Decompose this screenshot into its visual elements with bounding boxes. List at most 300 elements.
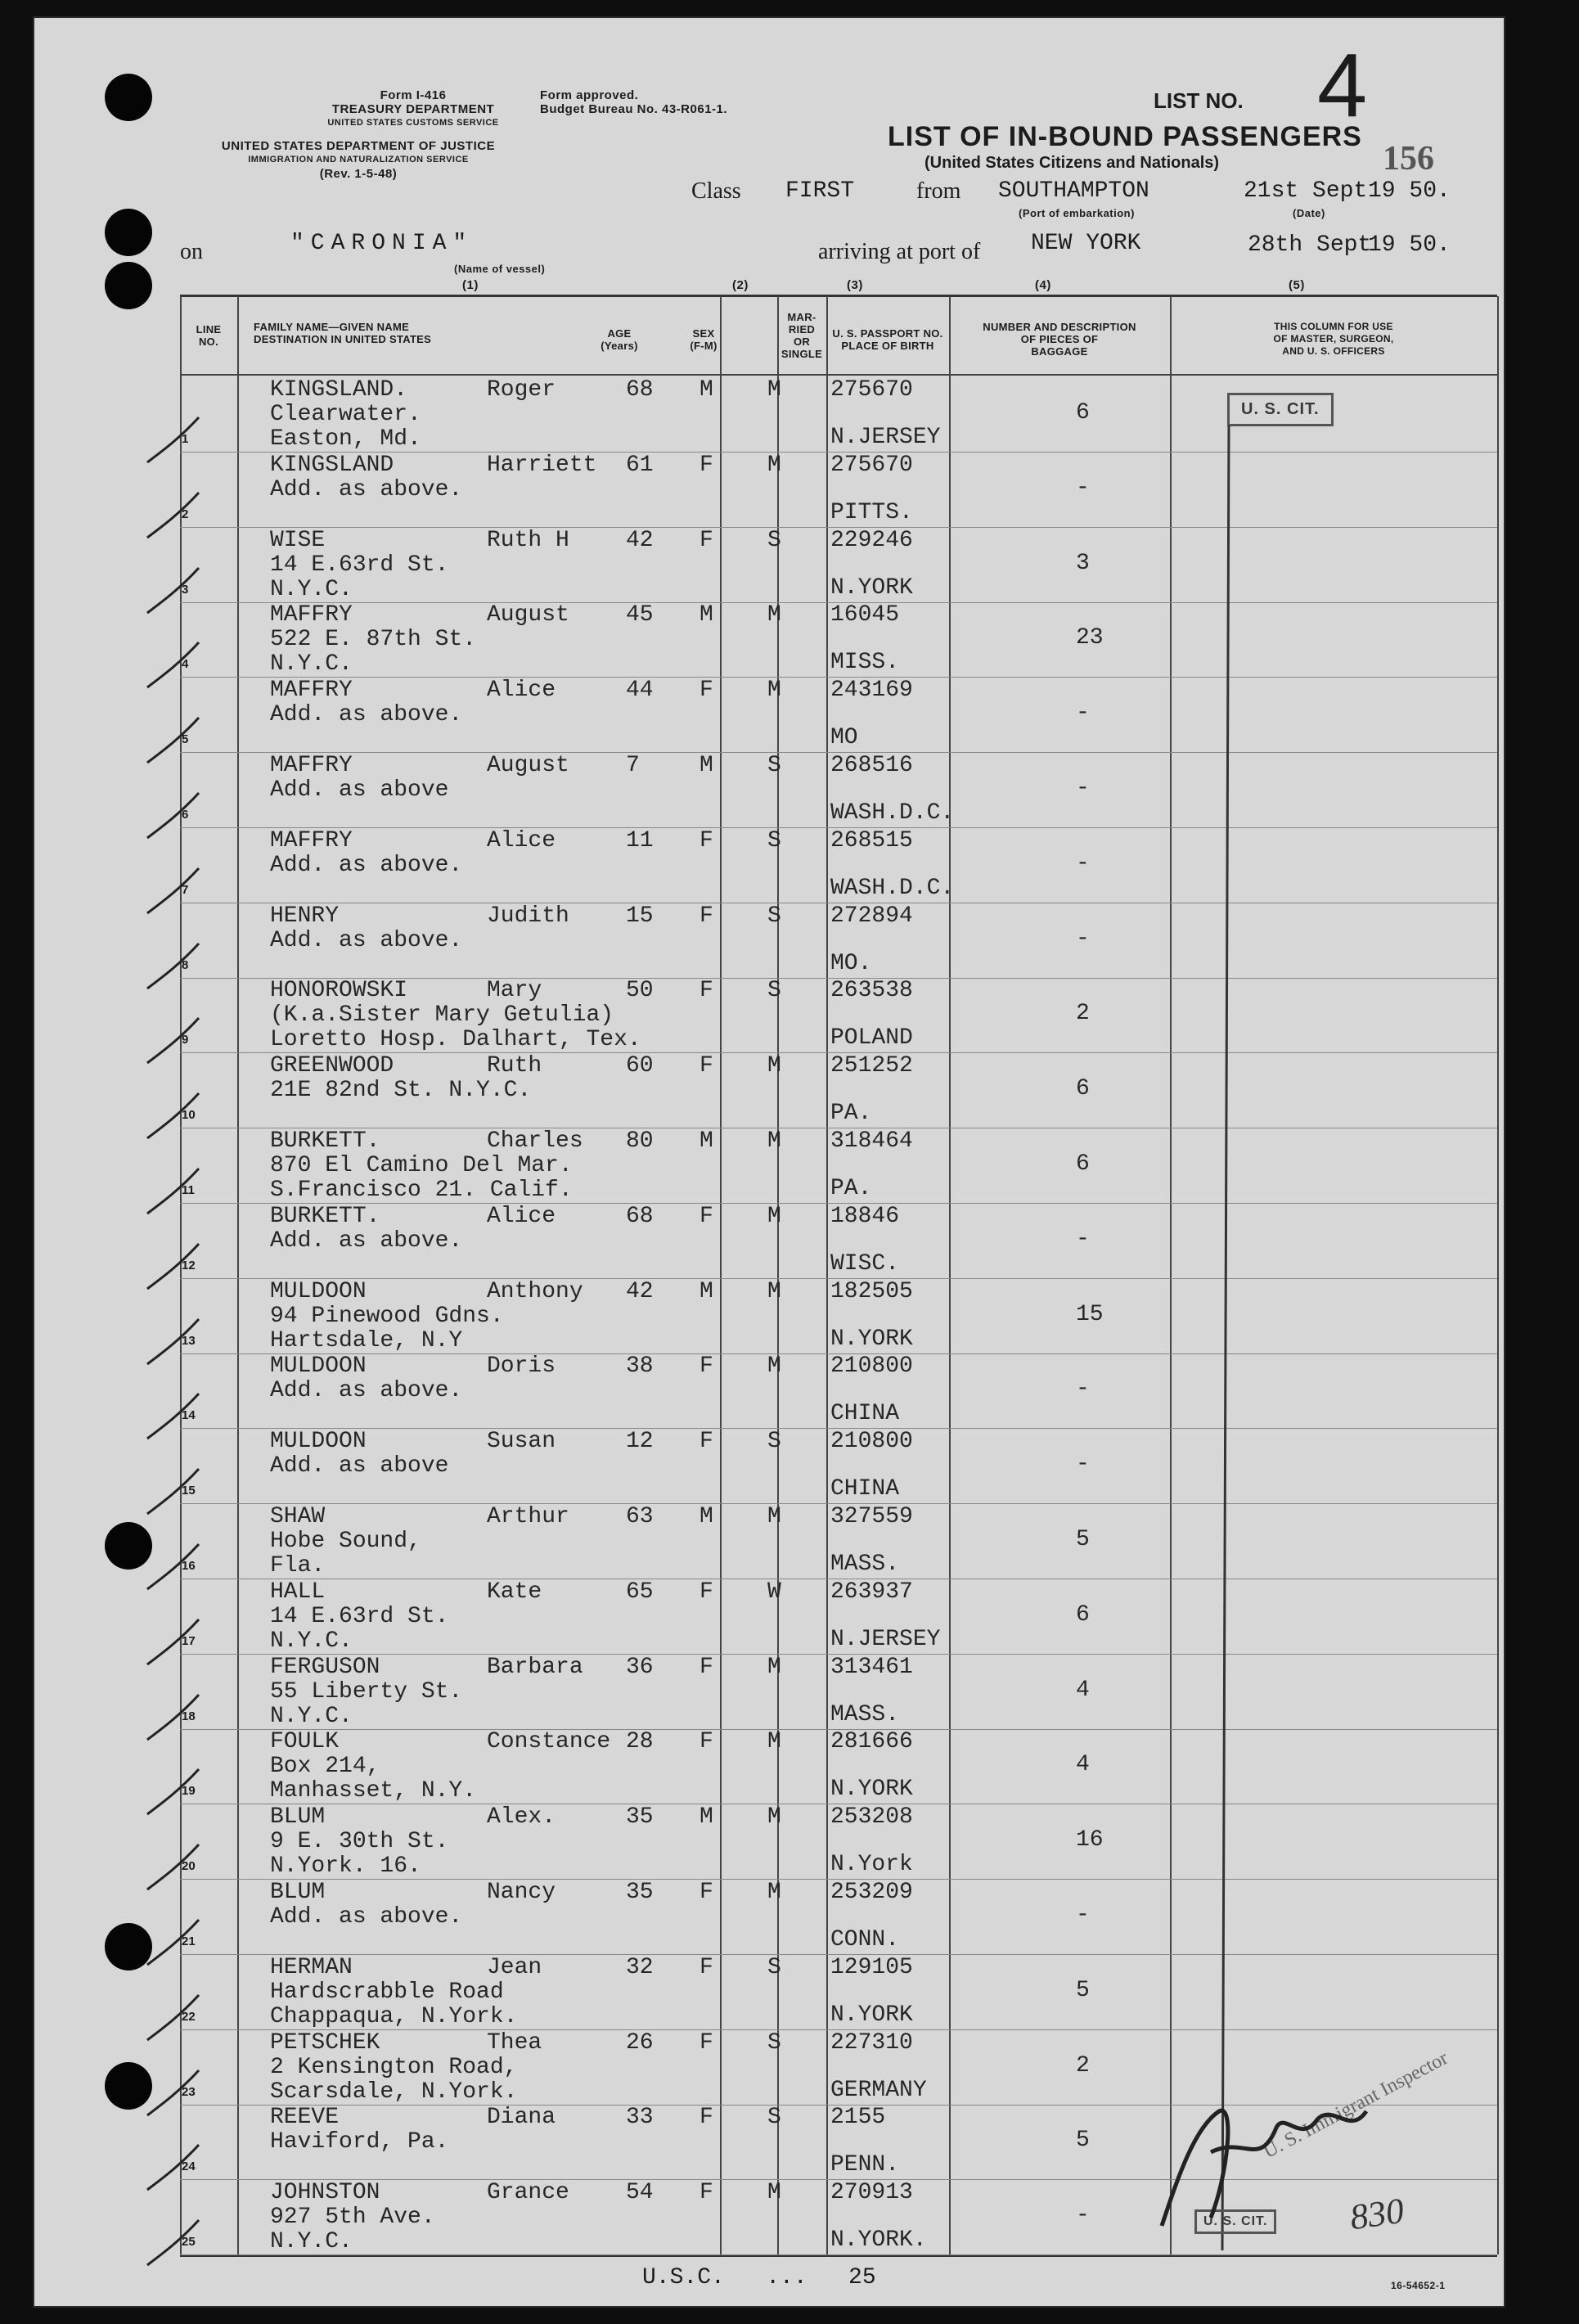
passport-number: 253208 xyxy=(830,1804,913,1831)
birth-place: N.YORK xyxy=(830,2002,913,2028)
sex: F xyxy=(700,1203,713,1229)
form-id-block xyxy=(323,88,503,130)
passport-number: 16045 xyxy=(830,602,900,628)
address-line-1: 9 E. 30th St. xyxy=(270,1829,449,1855)
inspector-stamp: U. S. Immigrant Inspector xyxy=(1260,2047,1452,2163)
address-line-2: Hartsdale, N.Y xyxy=(270,1327,463,1353)
baggage-count: 2 xyxy=(1076,1001,1090,1027)
passport-number: 275670 xyxy=(830,377,913,403)
baggage-count: 4 xyxy=(1076,1677,1090,1703)
header-age: AGE (Years) xyxy=(601,327,638,352)
birth-place: MASS. xyxy=(830,1552,900,1577)
birth-place: PENN. xyxy=(830,2152,900,2178)
address-line-1: Add. as above. xyxy=(270,852,463,878)
address-line-1: Hobe Sound, xyxy=(270,1529,421,1554)
address-line-1: Add. as above. xyxy=(270,1378,463,1404)
sex: F xyxy=(700,1429,713,1455)
family-name: SHAW xyxy=(270,1504,326,1529)
baggage-count: - xyxy=(1076,1376,1090,1403)
family-name: JOHNSTON xyxy=(270,2180,380,2206)
address-line-2: Easton, Md. xyxy=(270,426,421,452)
address-line-1: Clearwater. xyxy=(270,402,421,427)
age: 68 xyxy=(626,1203,654,1229)
address-line-2: S.Francisco 21. Calif. xyxy=(270,1178,573,1203)
marital-status: M xyxy=(767,1804,781,1831)
baggage-count: 4 xyxy=(1076,1752,1090,1778)
marital-status: M xyxy=(767,1504,781,1529)
punch-hole xyxy=(105,74,152,121)
age: 11 xyxy=(626,827,654,853)
header-baggage: NUMBER AND DESCRIPTION OF PIECES OF BAGGAGE xyxy=(983,321,1136,358)
family-name: HENRY xyxy=(270,903,340,929)
birth-place: POLAND xyxy=(830,1025,913,1052)
baggage-count: 5 xyxy=(1076,1527,1090,1552)
baggage-count: - xyxy=(1076,1226,1090,1252)
line-number: 6 xyxy=(182,808,189,822)
sex: F xyxy=(700,978,713,1004)
family-name: BLUM xyxy=(270,1880,326,1905)
family-name: FERGUSON xyxy=(270,1654,380,1680)
given-name: Anthony xyxy=(487,1278,583,1304)
given-name: Roger xyxy=(487,377,556,403)
passport-number: 313461 xyxy=(830,1654,913,1680)
baggage-count: 5 xyxy=(1076,2128,1090,2154)
sex: F xyxy=(700,1729,713,1755)
address-line-1: 14 E.63rd St. xyxy=(270,1603,449,1629)
on-label: on xyxy=(180,239,203,264)
sex: M xyxy=(700,1128,713,1154)
passport-number: 210800 xyxy=(830,1429,913,1455)
passport-number: 327559 xyxy=(830,1504,913,1529)
us-citizen-stamp-bottom: U. S. CIT. xyxy=(1194,2209,1276,2234)
family-name: KINGSLAND. xyxy=(270,377,408,403)
line-number: 3 xyxy=(182,582,189,597)
line-number: 16 xyxy=(182,1559,196,1573)
given-name: Alex. xyxy=(487,1804,556,1831)
baggage-count: 2 xyxy=(1076,2052,1090,2079)
baggage-count: 23 xyxy=(1076,625,1104,651)
arriving-label: arriving at port of xyxy=(818,239,981,264)
baggage-count: 6 xyxy=(1076,400,1090,426)
table-row xyxy=(180,1353,1497,1429)
table-row xyxy=(180,1203,1497,1279)
sex: F xyxy=(700,1579,713,1605)
line-number: 2 xyxy=(182,507,189,521)
sex: F xyxy=(700,1053,713,1079)
col-num-2: (2) xyxy=(732,278,749,292)
age: 15 xyxy=(626,903,654,929)
passport-number: 2155 xyxy=(830,2105,886,2131)
footer-usc: U.S.C. ... 25 xyxy=(642,2265,876,2290)
family-name: REEVE xyxy=(270,2105,340,2131)
passport-number: 263937 xyxy=(830,1579,913,1605)
header-sex: SEX (F-M) xyxy=(690,327,718,352)
col-num-3: (3) xyxy=(847,278,863,292)
family-name: MAFFRY xyxy=(270,602,353,628)
sex: F xyxy=(700,903,713,929)
table-top-border xyxy=(180,295,1497,297)
marital-status: S xyxy=(767,827,781,853)
line-number: 21 xyxy=(182,1934,196,1948)
address-line-2: Manhasset, N.Y. xyxy=(270,1778,477,1804)
marital-status: S xyxy=(767,527,781,553)
address-line-1: 94 Pinewood Gdns. xyxy=(270,1303,504,1329)
given-name: Constance xyxy=(487,1729,611,1755)
vessel-name: "CARONIA" xyxy=(290,231,474,256)
birth-place: PITTS. xyxy=(830,499,913,525)
given-name: Alice xyxy=(487,1203,556,1229)
birth-place: MISS. xyxy=(830,650,900,676)
marital-status: S xyxy=(767,2105,781,2131)
given-name: Ruth xyxy=(487,1053,542,1079)
sex: M xyxy=(700,1278,713,1304)
sex: F xyxy=(700,1954,713,1980)
table-row xyxy=(180,601,1497,678)
marital-status: M xyxy=(767,1278,781,1304)
budget-bureau: Budget Bureau No. 43-R061-1. xyxy=(540,102,728,116)
sex: F xyxy=(700,1880,713,1905)
line-number: 9 xyxy=(182,1033,189,1047)
baggage-count: - xyxy=(1076,700,1090,727)
age: 42 xyxy=(626,1278,654,1304)
birth-place: WISC. xyxy=(830,1250,900,1277)
marital-status: S xyxy=(767,1429,781,1455)
given-name: Nancy xyxy=(487,1880,556,1905)
form-number: Form I-416 xyxy=(380,88,447,102)
marital-status: M xyxy=(767,2180,781,2206)
address-line-1: 927 5th Ave. xyxy=(270,2205,435,2231)
family-name: MULDOON xyxy=(270,1278,367,1304)
embark-port-caption: (Port of embarkation) xyxy=(1019,207,1135,219)
address-line-1: Haviford, Pa. xyxy=(270,2129,449,2155)
age: 68 xyxy=(626,377,654,403)
sex: F xyxy=(700,2105,713,2131)
sex: F xyxy=(700,827,713,853)
table-row xyxy=(180,527,1497,603)
sex: M xyxy=(700,1504,713,1529)
line-number: 24 xyxy=(182,2160,196,2174)
address-line-1: 55 Liberty St. xyxy=(270,1678,463,1705)
marital-status: M xyxy=(767,377,781,403)
baggage-count: 16 xyxy=(1076,1827,1104,1853)
given-name: Arthur xyxy=(487,1504,569,1529)
header-name: FAMILY NAME—GIVEN NAME DESTINATION IN UNITED STATES xyxy=(254,321,432,345)
inspector-signature-icon xyxy=(1145,2079,1383,2242)
address-line-1: Add. as above. xyxy=(270,1904,463,1930)
passport-number: 182505 xyxy=(830,1278,913,1304)
family-name: WISE xyxy=(270,527,326,553)
age: 12 xyxy=(626,1429,654,1455)
list-number: 4 xyxy=(1317,35,1368,136)
passport-number: 268516 xyxy=(830,753,913,778)
table-row xyxy=(180,903,1497,979)
address-line-2: Scarsdale, N.York. xyxy=(270,2079,518,2105)
baggage-count: - xyxy=(1076,475,1090,501)
marital-status: M xyxy=(767,1203,781,1229)
given-name: August xyxy=(487,753,569,778)
address-line-1: 2 Kensington Road, xyxy=(270,2054,518,2080)
ins-service: IMMIGRATION AND NATURALIZATION SERVICE xyxy=(248,155,469,164)
marital-status: M xyxy=(767,1353,781,1380)
line-number: 18 xyxy=(182,1709,196,1723)
family-name: BURKETT. xyxy=(270,1128,380,1154)
table-row xyxy=(180,977,1497,1053)
embark-date: 21st Sept xyxy=(1244,178,1368,204)
vessel-caption: (Name of vessel) xyxy=(454,263,546,275)
marital-status: M xyxy=(767,1880,781,1905)
marital-status: M xyxy=(767,1654,781,1680)
passport-number: 251252 xyxy=(830,1053,913,1079)
treasury-dept: TREASURY DEPARTMENT xyxy=(331,102,495,116)
family-name: MAFFRY xyxy=(270,753,353,778)
justice-dept: UNITED STATES DEPARTMENT OF JUSTICE xyxy=(221,139,496,153)
baggage-count: - xyxy=(1076,1452,1090,1478)
birth-place: N.YORK xyxy=(830,574,913,601)
baggage-count: 6 xyxy=(1076,1076,1090,1102)
age: 42 xyxy=(626,527,654,553)
given-name: Barbara xyxy=(487,1654,583,1680)
passport-number: 268515 xyxy=(830,827,913,853)
address-line-1: Add. as above. xyxy=(270,1227,463,1254)
marital-status: S xyxy=(767,753,781,778)
sex: F xyxy=(700,678,713,704)
marital-status: M xyxy=(767,452,781,478)
table-row xyxy=(180,452,1497,528)
family-name: MAFFRY xyxy=(270,678,353,704)
table-row xyxy=(180,752,1497,828)
line-number: 19 xyxy=(182,1784,196,1799)
family-name: FOULK xyxy=(270,1729,340,1755)
marital-status: S xyxy=(767,1954,781,1980)
family-name: PETSCHEK xyxy=(270,2029,380,2056)
line-number: 20 xyxy=(182,1859,196,1874)
given-name: Jean xyxy=(487,1954,542,1980)
col-num-5: (5) xyxy=(1289,278,1305,292)
revision: (Rev. 1-5-48) xyxy=(319,167,398,181)
given-name: August xyxy=(487,602,569,628)
address-line-2: N.Y.C. xyxy=(270,1703,353,1729)
birth-place: CHINA xyxy=(830,1401,900,1427)
date-caption: (Date) xyxy=(1293,207,1325,219)
birth-place: WASH.D.C. xyxy=(830,875,955,901)
marital-status: S xyxy=(767,2029,781,2056)
age: 26 xyxy=(626,2029,654,2056)
punch-hole xyxy=(105,262,152,309)
birth-place: GERMANY xyxy=(830,2077,927,2103)
age: 35 xyxy=(626,1880,654,1905)
family-name: KINGSLAND xyxy=(270,452,394,478)
arrival-year: 19 50. xyxy=(1368,232,1451,258)
table-row xyxy=(180,1654,1497,1730)
given-name: Mary xyxy=(487,978,542,1004)
age: 35 xyxy=(626,1804,654,1831)
birth-place: WASH.D.C. xyxy=(830,800,955,826)
birth-place: N.YORK xyxy=(830,1777,913,1803)
address-line-2: Chappaqua, N.York. xyxy=(270,2003,518,2029)
sex: M xyxy=(700,602,713,628)
baggage-count: 6 xyxy=(1076,1601,1090,1628)
birth-place: CHINA xyxy=(830,1476,900,1502)
line-number: 12 xyxy=(182,1258,196,1272)
table-row xyxy=(180,1503,1497,1579)
family-name: BLUM xyxy=(270,1804,326,1831)
given-name: Susan xyxy=(487,1429,556,1455)
form-approved: Form approved. xyxy=(540,88,639,102)
marital-status: W xyxy=(767,1579,781,1605)
family-name: HALL xyxy=(270,1579,326,1605)
given-name: Grance xyxy=(487,2180,569,2206)
marital-status: M xyxy=(767,602,781,628)
inspector-note: 830 xyxy=(1347,2190,1407,2238)
class-value: FIRST xyxy=(785,178,855,204)
line-number: 10 xyxy=(182,1108,196,1123)
given-name: Ruth H xyxy=(487,527,569,553)
passport-number: 281666 xyxy=(830,1729,913,1755)
manifest-page xyxy=(33,16,1505,2308)
col-divider xyxy=(1497,296,1499,2254)
family-name: BURKETT. xyxy=(270,1203,380,1229)
sex: F xyxy=(700,1654,713,1680)
marital-status: M xyxy=(767,678,781,704)
address-line-1: 21E 82nd St. N.Y.C. xyxy=(270,1078,532,1104)
given-name: Thea xyxy=(487,2029,542,2056)
baggage-count: 6 xyxy=(1076,1151,1090,1177)
customs-service: UNITED STATES CUSTOMS SERVICE xyxy=(327,118,499,128)
age: 60 xyxy=(626,1053,654,1079)
baggage-count: - xyxy=(1076,926,1090,952)
birth-place: MO xyxy=(830,725,858,751)
sex: M xyxy=(700,1804,713,1831)
given-name: Charles xyxy=(487,1128,583,1154)
line-number: 5 xyxy=(182,732,189,747)
birth-place: PA. xyxy=(830,1176,872,1201)
address-line-2: Fla. xyxy=(270,1553,326,1579)
address-line-1: 870 El Camino Del Mar. xyxy=(270,1153,573,1178)
marital-status: M xyxy=(767,1053,781,1079)
line-number: 14 xyxy=(182,1408,196,1423)
birth-place: N.JERSEY xyxy=(830,1626,941,1652)
header-passport: U. S. PASSPORT NO. PLACE OF BIRTH xyxy=(832,327,943,352)
table-row xyxy=(180,1579,1497,1655)
table-row xyxy=(180,1128,1497,1204)
given-name: Alice xyxy=(487,678,556,704)
family-name: HERMAN xyxy=(270,1954,353,1980)
line-number: 13 xyxy=(182,1333,196,1348)
line-number: 8 xyxy=(182,957,189,972)
line-number: 22 xyxy=(182,2009,196,2024)
sex: F xyxy=(700,2029,713,2056)
col-num-4: (4) xyxy=(1035,278,1051,292)
family-name: HONOROWSKI xyxy=(270,978,408,1004)
passport-number: 253209 xyxy=(830,1880,913,1905)
approval-block xyxy=(540,88,727,116)
birth-place: N.YORK xyxy=(830,1326,913,1352)
sex: F xyxy=(700,527,713,553)
header-married: MAR- RIED OR SINGLE xyxy=(781,311,823,360)
col-num-1: (1) xyxy=(462,278,479,292)
age: 38 xyxy=(626,1353,654,1380)
page-number: 156 xyxy=(1383,140,1434,178)
marital-status: S xyxy=(767,903,781,929)
arrival-port: NEW YORK xyxy=(1031,231,1141,256)
address-line-1: Add. as above. xyxy=(270,476,463,502)
address-line-1: 522 E. 87th St. xyxy=(270,627,477,653)
address-line-1: Hardscrabble Road xyxy=(270,1979,504,2005)
address-line-2: N.Y.C. xyxy=(270,1628,353,1654)
age: 44 xyxy=(626,678,654,704)
address-line-2: N.Y.C. xyxy=(270,2229,353,2255)
age: 65 xyxy=(626,1579,654,1605)
table-row xyxy=(180,1052,1497,1128)
age: 63 xyxy=(626,1504,654,1529)
passport-number: 210800 xyxy=(830,1353,913,1380)
birth-place: N.JERSEY xyxy=(830,425,941,450)
justice-block xyxy=(178,139,538,181)
given-name: Alice xyxy=(487,827,556,853)
given-name: Doris xyxy=(487,1353,556,1380)
age: 54 xyxy=(626,2180,654,2206)
table-row xyxy=(180,1278,1497,1354)
age: 50 xyxy=(626,978,654,1004)
address-line-1: 14 E.63rd St. xyxy=(270,552,449,578)
given-name: Judith xyxy=(487,903,569,929)
family-name: MAFFRY xyxy=(270,827,353,853)
arrival-date: 28th Sept xyxy=(1248,232,1372,258)
address-line-2: N.Y.C. xyxy=(270,576,353,602)
passport-number: 318464 xyxy=(830,1128,913,1154)
passport-number: 275670 xyxy=(830,452,913,478)
table-row xyxy=(180,1954,1497,2030)
table-row xyxy=(180,1804,1497,1880)
baggage-count: 15 xyxy=(1076,1301,1104,1327)
footer-code: 16-54652-1 xyxy=(1391,2280,1446,2291)
table-row xyxy=(180,827,1497,903)
birth-place: MO. xyxy=(830,950,872,976)
address-line-1: Add. as above. xyxy=(270,702,463,728)
given-name: Harriett xyxy=(487,452,597,478)
line-number: 23 xyxy=(182,2084,196,2099)
address-line-1: Add. as above. xyxy=(270,927,463,953)
age: 7 xyxy=(626,753,640,778)
line-number: 4 xyxy=(182,657,189,672)
address-line-2: N.Y.C. xyxy=(270,651,353,678)
passport-number: 18846 xyxy=(830,1203,900,1229)
passport-number: 229246 xyxy=(830,527,913,553)
birth-place: PA. xyxy=(830,1101,872,1127)
line-number: 25 xyxy=(182,2235,196,2250)
line-number: 11 xyxy=(182,1183,195,1197)
form-subtitle: (United States Citizens and Nationals) xyxy=(924,154,1220,172)
passport-number: 243169 xyxy=(830,678,913,704)
header-bottom-border xyxy=(180,374,1497,376)
line-number: 17 xyxy=(182,1633,196,1648)
baggage-count: - xyxy=(1076,1903,1090,1928)
age: 32 xyxy=(626,1954,654,1980)
family-name: GREENWOOD xyxy=(270,1053,394,1079)
us-citizen-stamp: U. S. CIT. xyxy=(1227,393,1334,426)
baggage-count: 5 xyxy=(1076,1977,1090,2003)
baggage-count: 3 xyxy=(1076,550,1090,576)
table-row xyxy=(180,1728,1497,1804)
age: 80 xyxy=(626,1128,654,1154)
header-line-no: LINE NO. xyxy=(196,323,222,348)
baggage-count: - xyxy=(1076,850,1090,876)
address-line-1: Add. as above xyxy=(270,777,449,803)
family-name: MULDOON xyxy=(270,1429,367,1455)
marital-status: S xyxy=(767,978,781,1004)
check-mark-icon xyxy=(143,2196,200,2269)
family-name: MULDOON xyxy=(270,1353,367,1380)
